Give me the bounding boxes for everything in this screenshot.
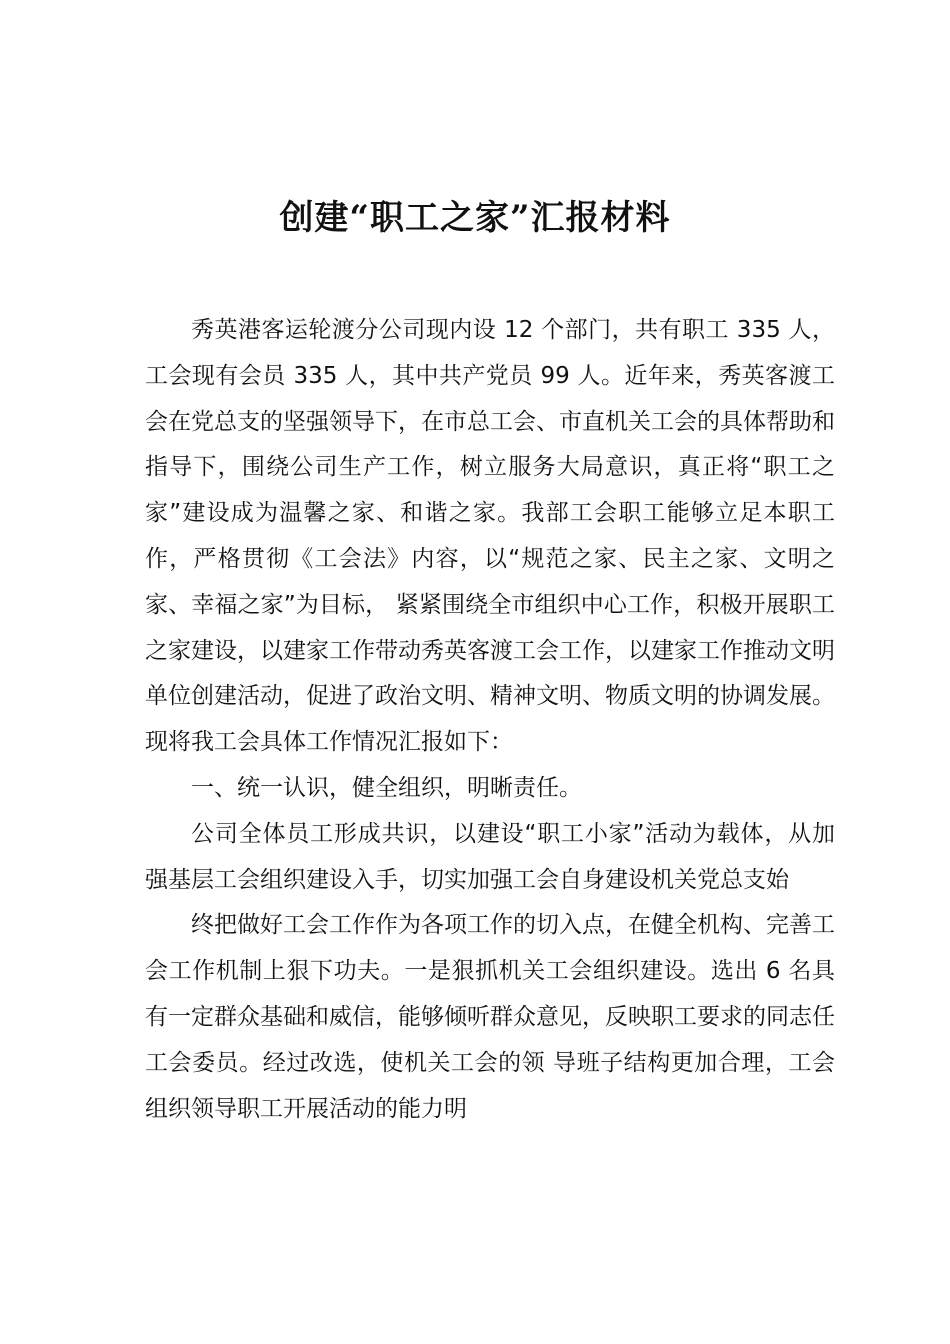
section-heading-1: 一、统一认识，健全组织，明晰责任。 xyxy=(191,774,582,801)
paragraph-intro: 秀英港客运轮渡分公司现内设 12 个部门，共有职工 335 人，工会现有会员 335 人，其中共产党员 99 人。近年来，秀英客渡工会在党总支的坚强领导下，在市总工会、市直机关工会的具体帮助和指导下，围绕公司生产工作，树立服务大局意识，真正将“职工之家”建设成为温馨之家、和谐之家。我部工会职工能够立足本职工作，严格贯彻《工会法》内容，以“规范之家、民主之家、文明之家、幸福之家”为目标， 紧紧围绕全市组织中心工作，积极开展职工之家建设，以建家工作带动秀英客渡工会工作，以建家工作推动文明单位创建活动，促进了政治文明、精神文明、物质文明的协调发展。现将我工会具体工作情况汇报如下： xyxy=(145,317,835,756)
paragraph-organization: 终把做好工会工作作为各项工作的切入点，在健全机构、完善工会工作机制上狠下功夫。一是狠抓机关工会组织建设。选出 6 名具有一定群众基础和威信，能够倾听群众意见，反映职工要求的同志任工会委员。经过改选，使机关工会的领 导班子结构更加合理，工会组织领导职工开展活动的能力明 xyxy=(145,912,835,1122)
document-title: 创建“职工之家”汇报材料 xyxy=(279,198,671,238)
paragraph-consensus: 公司全体员工形成共识，以建设“职工小家”活动为载体，从加强基层工会组织建设入手，切实加强工会自身建设机关党总支始 xyxy=(145,820,835,893)
document-body xyxy=(145,308,835,1132)
